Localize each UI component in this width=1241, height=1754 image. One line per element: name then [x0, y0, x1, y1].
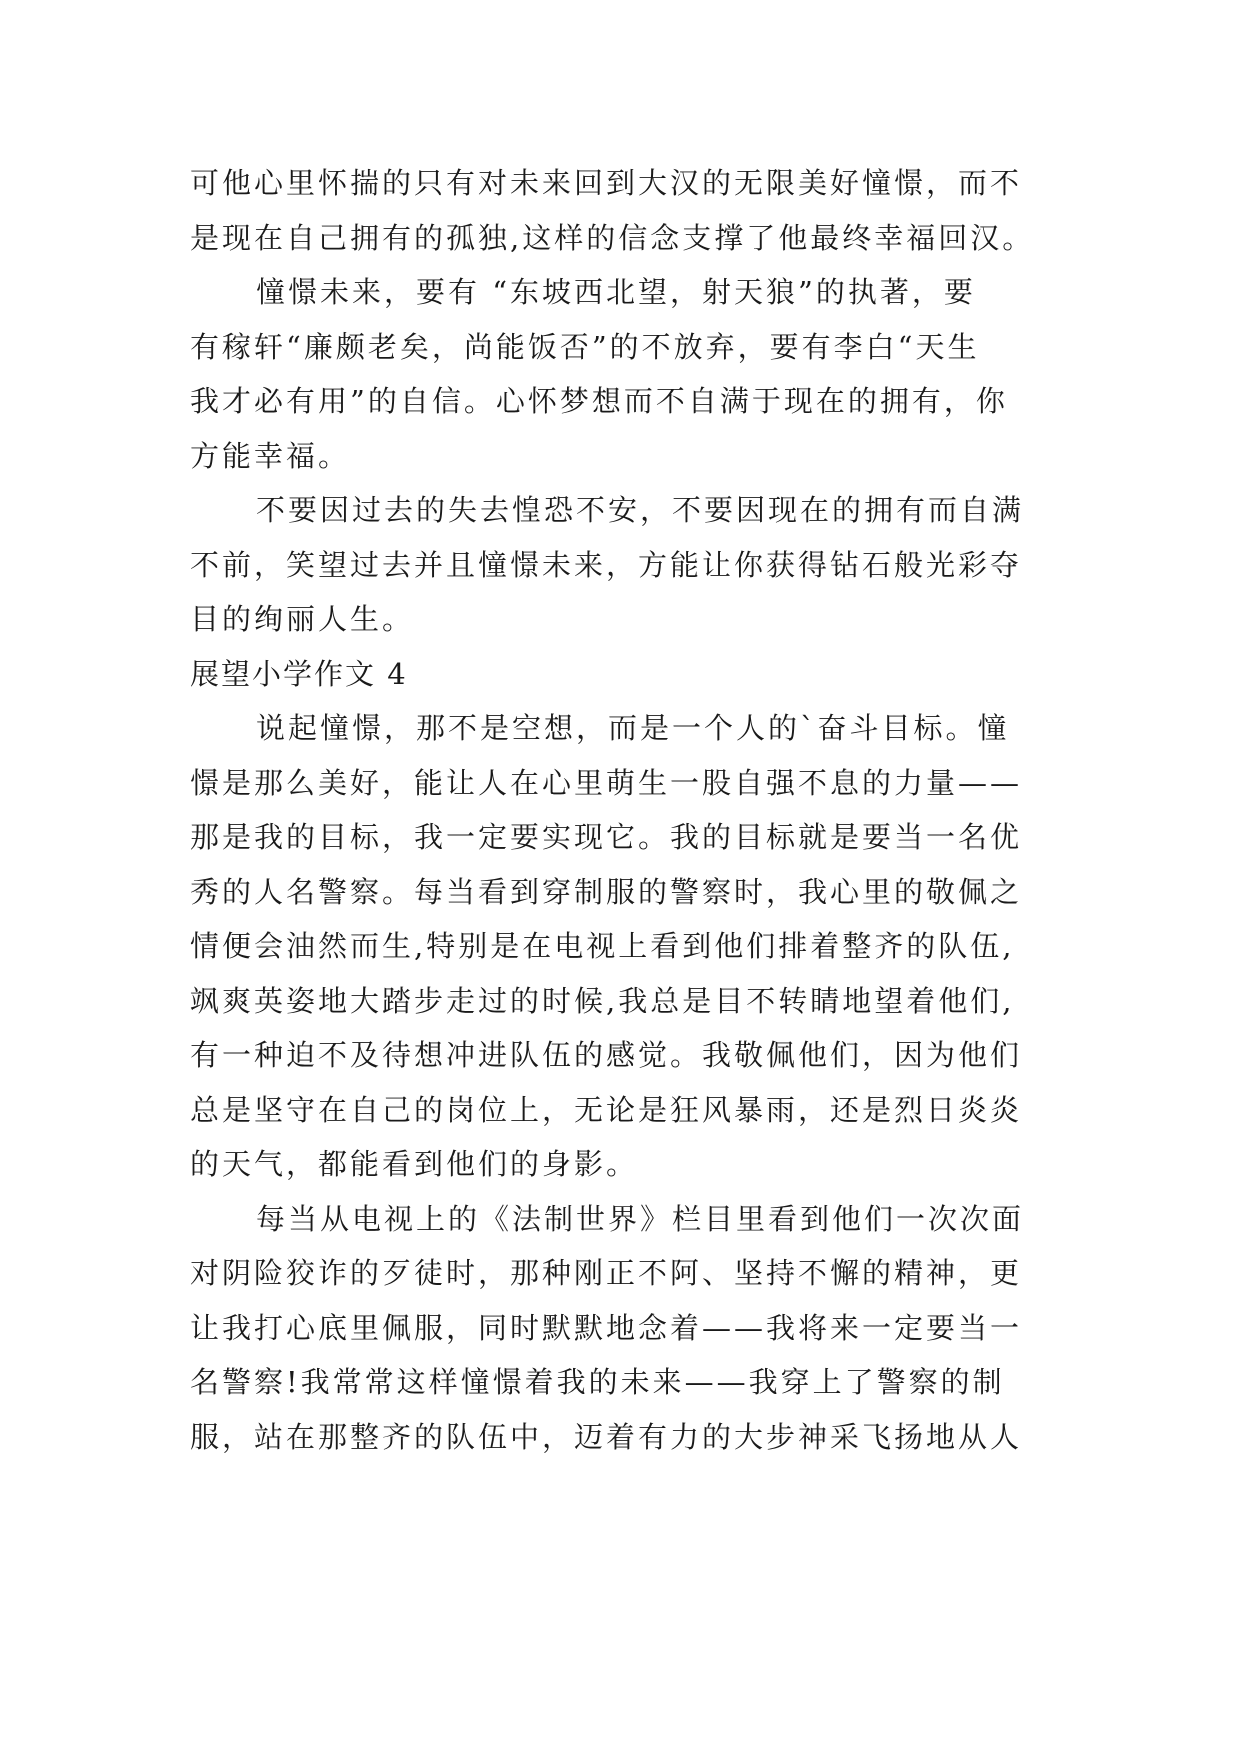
document-body	[190, 156, 1090, 1464]
text-line: 情便会油然而生,特别是在电视上看到他们排着整齐的队伍,	[190, 929, 1015, 963]
section-heading	[190, 647, 1090, 702]
text-line: 秀的人名警察。每当看到穿制服的警察时，我心里的敬佩之	[190, 874, 1023, 909]
text-line: 对阴险狡诈的歹徒时，那种刚正不阿、坚持不懈的精神，更	[190, 1256, 1023, 1290]
paragraph	[190, 483, 1090, 647]
text-line: 方能幸福。	[190, 438, 351, 473]
text-line: 名警察!我常常这样憧憬着我的未来——我穿上了警察的制	[190, 1365, 1005, 1399]
text-line: 憧憬未来，要有 “东坡西北望，射天狼”的执著，要	[256, 275, 976, 309]
text-line: 飒爽英姿地大踏步走过的时候,我总是目不转睛地望着他们,	[190, 983, 1015, 1018]
text-line: 那是我的目标，我一定要实现它。我的目标就是要当一名优	[190, 820, 1023, 854]
text-line: 我才必有用”的自信。心怀梦想而不自满于现在的拥有，你	[190, 384, 1008, 418]
text-line: 可他心里怀揣的只有对未来回到大汉的无限美好憧憬，而不	[190, 166, 1023, 200]
text-line: 目的绚丽人生。	[190, 602, 415, 636]
text-line: 是现在自己拥有的孤独,这样的信念支撑了他最终幸福回汉。	[190, 220, 1035, 255]
text-line: 服，站在那整齐的队伍中，迈着有力的大步神采飞扬地从人	[190, 1419, 1023, 1454]
text-line: 不要因过去的失去惶恐不安，不要因现在的拥有而自满	[256, 493, 1025, 527]
text-line: 有稼轩“廉颇老矣，尚能饭否”的不放弃，要有李白“天生	[190, 329, 980, 364]
text-line: 让我打心底里佩服，同时默默地念着——我将来一定要当一	[190, 1310, 1023, 1345]
text-line: 憬是那么美好，能让人在心里萌生一股自强不息的力量——	[190, 765, 1023, 800]
paragraph	[190, 265, 1090, 483]
text-line: 说起憧憬，那不是空想，而是一个人的`奋斗目标。憧	[256, 711, 1010, 745]
paragraph	[190, 156, 1090, 265]
text-line: 每当从电视上的《法制世界》栏目里看到他们一次次面	[256, 1201, 1025, 1236]
text-line: 的天气，都能看到他们的身影。	[190, 1147, 639, 1181]
text-line: 总是坚守在自己的岗位上，无论是狂风暴雨，还是烈日炎炎	[190, 1092, 1023, 1127]
paragraph	[190, 701, 1090, 1192]
heading-text: 展望小学作文 4	[190, 656, 408, 691]
text-line: 有一种迫不及待想冲进队伍的感觉。我敬佩他们，因为他们	[190, 1038, 1023, 1072]
paragraph	[190, 1192, 1090, 1465]
text-line: 不前，笑望过去并且憧憬未来，方能让你获得钻石般光彩夺	[190, 547, 1023, 582]
